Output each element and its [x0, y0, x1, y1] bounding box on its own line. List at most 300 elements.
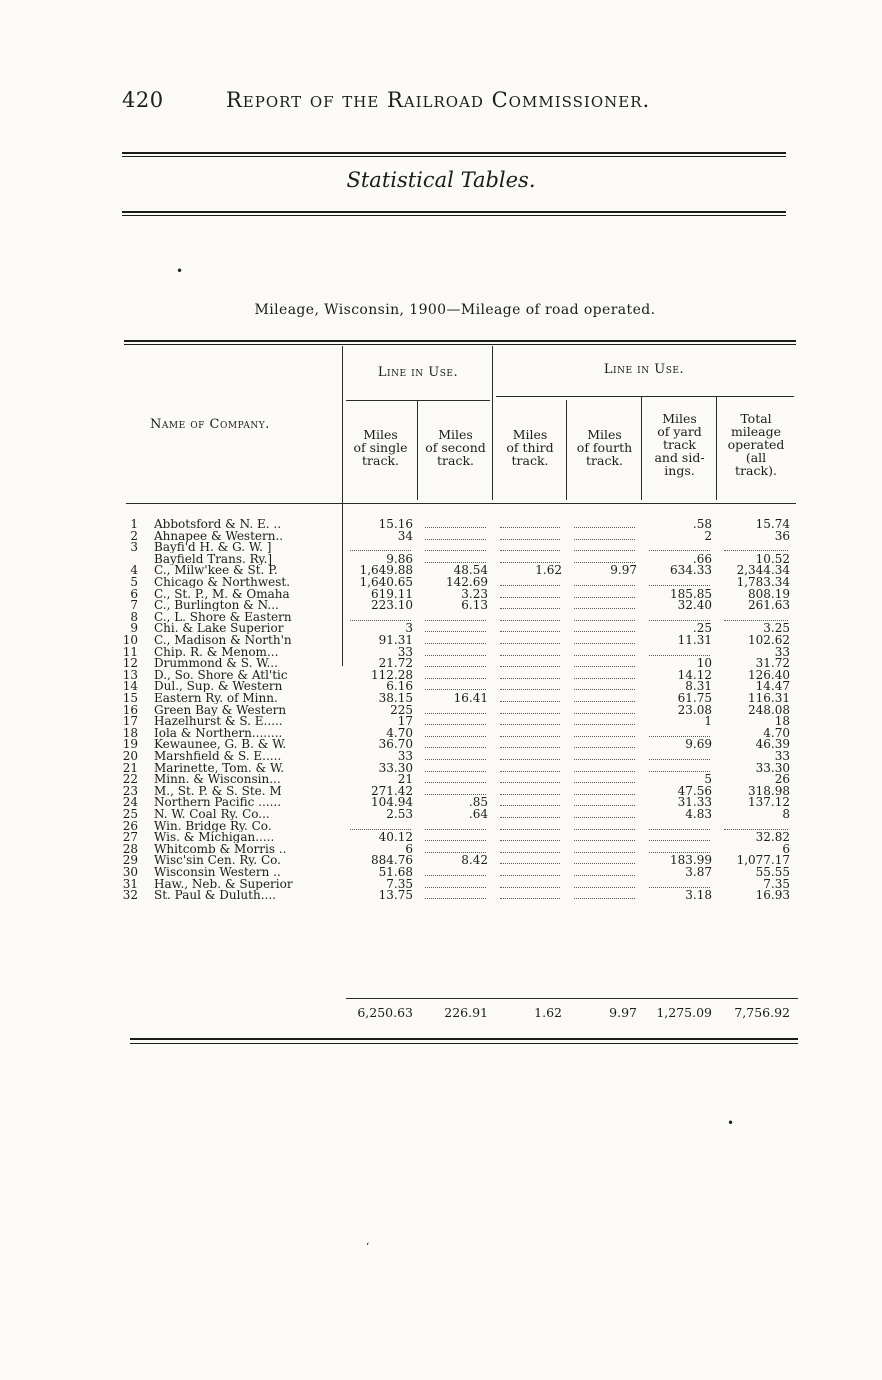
mileage-cell: 5 — [704, 772, 712, 787]
mileage-cell: 38.15 — [378, 691, 413, 705]
total-cell: 9.97 — [609, 1005, 637, 1020]
company-name: Drummond & S. W... — [154, 657, 278, 670]
column-header-4 — [568, 428, 641, 467]
ink-speck: • — [727, 1116, 735, 1130]
row-number: 9 — [130, 621, 138, 636]
mileage-cell: 2,344.34 — [736, 563, 790, 578]
empty-cell-leader — [425, 843, 486, 853]
mileage-cell: 6 — [782, 841, 790, 856]
company-name: Chicago & Northwest. — [154, 576, 291, 588]
mileage-cell: 61.75 — [677, 691, 712, 705]
mileage-cell: 126.40 — [748, 667, 790, 682]
mileage-cell: 3 — [405, 621, 413, 636]
empty-cell-leader — [425, 541, 486, 551]
empty-cell-leader — [500, 820, 560, 830]
row-number: 17 — [122, 714, 138, 729]
mileage-cell: 116.31 — [748, 691, 790, 705]
company-name: Wisc'sin Cen. Ry. Co. — [154, 854, 281, 867]
mileage-cell: 33 — [397, 644, 413, 659]
column-header-line: of single — [353, 440, 408, 455]
company-name: Green Bay & Western — [154, 703, 287, 716]
row-number: 31 — [122, 876, 138, 891]
empty-cell-leader — [500, 866, 560, 876]
mileage-cell: 15.16 — [378, 517, 413, 531]
empty-cell-leader — [649, 843, 710, 853]
group-header-line-in-use-2: Line in Use. — [603, 362, 685, 377]
mileage-cell: 15.74 — [755, 517, 790, 531]
empty-cell-leader — [574, 692, 635, 702]
table-row — [0, 692, 882, 704]
column-header-5 — [643, 412, 716, 477]
empty-cell-leader — [574, 785, 635, 795]
mileage-cell: 13.75 — [378, 888, 413, 903]
vline-fourth-yard — [641, 396, 642, 500]
row-number: 27 — [122, 830, 138, 845]
empty-cell-leader — [425, 866, 486, 876]
mileage-cell: 33 — [397, 749, 413, 763]
mileage-cell: 47.56 — [677, 783, 712, 798]
ink-speck: • — [176, 264, 184, 278]
empty-cell-leader — [574, 553, 635, 563]
empty-cell-leader — [500, 796, 560, 806]
row-number: 3 — [130, 540, 138, 555]
mileage-cell: .66 — [692, 551, 712, 566]
mileage-cell: 26 — [774, 772, 790, 787]
empty-cell-leader — [574, 611, 635, 621]
empty-cell-leader — [574, 750, 635, 760]
empty-cell-leader — [425, 680, 486, 690]
mileage-cell: .58 — [692, 517, 712, 531]
column-header-line: Miles — [363, 427, 398, 442]
empty-cell-leader — [425, 785, 486, 795]
row-number: 14 — [122, 679, 138, 694]
empty-cell-leader — [500, 738, 560, 748]
mileage-cell: 8.31 — [685, 679, 712, 694]
empty-cell-leader — [350, 541, 411, 551]
row-number: 22 — [122, 772, 138, 787]
section-title: Statistical Tables. — [346, 168, 536, 192]
company-name: N. W. Coal Ry. Co... — [154, 808, 270, 820]
table-bottom-rule — [130, 1038, 798, 1040]
empty-cell-leader — [574, 762, 635, 772]
mileage-cell: 185.85 — [670, 586, 712, 601]
mileage-cell: 1 — [704, 714, 712, 729]
empty-cell-leader — [574, 588, 635, 598]
column-header-line: Miles — [438, 427, 473, 442]
empty-cell-leader — [350, 820, 411, 830]
row-number: 23 — [122, 783, 138, 798]
empty-cell-leader — [500, 727, 560, 737]
mileage-cell: 33.30 — [755, 760, 790, 775]
mileage-cell: 34 — [397, 528, 413, 543]
row-number: 30 — [122, 865, 138, 879]
mileage-cell: .25 — [692, 621, 712, 636]
empty-cell-leader — [574, 704, 635, 714]
column-header-line: track). — [735, 463, 777, 478]
empty-cell-leader — [425, 889, 486, 899]
empty-cell-leader — [574, 727, 635, 737]
company-name: Ahnapee & Western.. — [154, 529, 284, 542]
empty-cell-leader — [574, 738, 635, 748]
company-name: Minn. & Wisconsin... — [154, 773, 281, 786]
table-row — [0, 808, 882, 820]
row-number: 21 — [122, 760, 138, 775]
mileage-cell: 6 — [405, 841, 413, 856]
vline-third-fourth — [566, 400, 567, 500]
mileage-cell: 3.25 — [763, 621, 790, 636]
table-row — [0, 518, 882, 530]
empty-cell-leader — [500, 692, 560, 702]
total-cell: 1.62 — [534, 1005, 562, 1020]
column-header-line: Miles — [512, 427, 548, 442]
column-header-line: Miles — [587, 427, 622, 442]
empty-cell-leader — [500, 808, 560, 818]
totals-top-rule — [346, 998, 798, 999]
empty-cell-leader — [425, 704, 486, 714]
mileage-cell: .64 — [468, 807, 488, 821]
empty-cell-leader — [574, 680, 635, 690]
empty-cell-leader — [500, 611, 560, 621]
empty-cell-leader — [649, 820, 710, 830]
empty-cell-leader — [649, 878, 710, 888]
mileage-cell: 4.70 — [763, 725, 790, 740]
company-name: C., L. Shore & Eastern — [154, 610, 292, 623]
empty-cell-leader — [425, 820, 486, 830]
empty-cell-leader — [425, 530, 486, 540]
header-bottom-rule — [126, 503, 796, 504]
empty-cell-leader — [574, 854, 635, 864]
company-name: Hazelhurst & S. E..... — [154, 715, 283, 728]
mileage-cell: 8 — [782, 807, 790, 821]
table-row — [0, 750, 882, 762]
column-header-line: of second — [425, 440, 486, 455]
mileage-cell: 33.30 — [378, 760, 413, 775]
mileage-cell: 46.39 — [755, 737, 790, 752]
empty-cell-leader — [649, 727, 710, 737]
row-number: 8 — [130, 609, 138, 624]
mileage-cell: 32.82 — [755, 830, 790, 845]
column-header-6 — [718, 412, 794, 477]
column-header-line: track. — [362, 453, 399, 468]
row-number: 15 — [122, 691, 138, 705]
empty-cell-leader — [425, 738, 486, 748]
mileage-cell: 142.69 — [446, 575, 488, 589]
table-row — [0, 866, 882, 878]
mileage-cell: 112.28 — [371, 667, 413, 682]
empty-cell-leader — [425, 727, 486, 737]
mileage-cell: 14.12 — [677, 667, 712, 682]
mileage-cell: 9.97 — [610, 563, 637, 578]
mileage-cell: 11.31 — [677, 633, 712, 647]
empty-cell-leader — [574, 715, 635, 725]
total-cell: 7,756.92 — [734, 1005, 790, 1020]
mileage-cell: 21.72 — [378, 656, 413, 671]
mileage-cell: 1,077.17 — [736, 853, 790, 868]
mileage-cell: 3.23 — [461, 586, 488, 601]
mileage-cell: 137.12 — [748, 795, 790, 810]
page-number: 420 — [122, 88, 164, 112]
empty-cell-leader — [500, 785, 560, 795]
row-number: 28 — [122, 841, 138, 856]
company-name: Kewaunee, G. B. & W. — [154, 738, 287, 751]
empty-cell-leader — [425, 646, 486, 656]
empty-cell-leader — [500, 854, 560, 864]
empty-cell-leader — [574, 796, 635, 806]
empty-cell-leader — [425, 715, 486, 725]
empty-cell-leader — [649, 750, 710, 760]
mileage-cell: 3.18 — [685, 888, 712, 903]
company-name: Wisconsin Western .. — [154, 866, 281, 878]
table-caption: Mileage, Wisconsin, 1900—Mileage of road operated. — [254, 302, 656, 318]
mileage-cell: 3.87 — [685, 865, 712, 879]
row-number: 16 — [122, 702, 138, 717]
empty-cell-leader — [574, 878, 635, 888]
empty-cell-leader — [500, 518, 560, 528]
mileage-cell: 1,783.34 — [736, 575, 790, 589]
empty-cell-leader — [649, 576, 710, 586]
group-header-line-in-use-1: Line in Use. — [377, 365, 459, 380]
row-number: 12 — [122, 656, 138, 671]
company-name: Northern Pacific ...... — [154, 796, 282, 809]
header-rule-top — [122, 152, 786, 154]
empty-cell-leader — [500, 878, 560, 888]
company-name: Chi. & Lake Superior — [154, 622, 284, 635]
row-number: 19 — [122, 737, 138, 752]
mileage-cell: 619.11 — [371, 586, 413, 601]
company-name: C., St. P., M. & Omaha — [154, 587, 290, 600]
column-header-1 — [344, 428, 417, 467]
empty-cell-leader — [574, 866, 635, 876]
table-row — [0, 889, 882, 901]
column-header-line: of yard — [657, 424, 702, 439]
mileage-cell: 48.54 — [453, 563, 488, 578]
table-row — [0, 576, 882, 588]
column-header-line: track. — [511, 453, 549, 468]
row-number: 4 — [130, 563, 138, 578]
column-header-line: track. — [437, 453, 474, 468]
mileage-cell: 10.52 — [755, 551, 790, 566]
mileage-cell: 2.53 — [386, 807, 413, 821]
mileage-cell: 51.68 — [378, 865, 413, 879]
group-underline-1 — [346, 400, 490, 401]
empty-cell-leader — [500, 588, 560, 598]
mileage-cell: 9.69 — [685, 737, 712, 752]
empty-cell-leader — [500, 762, 560, 772]
row-number: 11 — [122, 644, 138, 659]
empty-cell-leader — [574, 808, 635, 818]
mileage-cell: 7.35 — [763, 876, 790, 891]
mileage-cell: 23.08 — [677, 702, 712, 717]
row-number: 10 — [122, 633, 138, 647]
empty-cell-leader — [425, 553, 486, 563]
company-name: Abbotsford & N. E. .. — [154, 518, 282, 530]
company-name: D., So. Shore & Atl'tic — [154, 668, 288, 681]
group-underline-2 — [496, 396, 794, 397]
empty-cell-leader — [574, 820, 635, 830]
empty-cell-leader — [500, 541, 560, 551]
mileage-cell: 21 — [397, 772, 413, 787]
empty-cell-leader — [574, 657, 635, 667]
empty-cell-leader — [425, 611, 486, 621]
column-header-3 — [494, 428, 566, 467]
mileage-cell: 31.72 — [755, 656, 790, 671]
company-name: M., St. P. & S. Ste. M — [154, 784, 282, 797]
vline-yard-total — [716, 396, 717, 500]
company-name: Eastern Ry. of Minn. — [154, 692, 278, 704]
row-number: 29 — [122, 853, 138, 868]
mileage-cell: 8.42 — [461, 853, 488, 868]
empty-cell-leader — [500, 715, 560, 725]
row-number: 5 — [130, 575, 138, 589]
company-name: Marinette, Tom. & W. — [154, 761, 285, 774]
empty-cell-leader — [500, 750, 560, 760]
empty-cell-leader — [500, 773, 560, 783]
mileage-cell: 91.31 — [378, 633, 413, 647]
row-number: 18 — [122, 725, 138, 740]
company-name: Iola & Northern........ — [154, 726, 283, 739]
empty-cell-leader — [574, 646, 635, 656]
column-header-line: Total — [740, 411, 772, 426]
mileage-cell: 10 — [696, 656, 712, 671]
table-top-rule-thin — [124, 344, 796, 345]
column-header-2 — [419, 428, 492, 467]
mileage-cell: 9.86 — [386, 551, 413, 566]
column-header-line: track. — [586, 453, 623, 468]
empty-cell-leader — [500, 704, 560, 714]
mileage-cell: 32.40 — [677, 598, 712, 613]
row-number: 7 — [130, 598, 138, 613]
company-name: Marshfield & S. E..... — [154, 750, 282, 762]
empty-cell-leader — [574, 622, 635, 632]
mileage-cell: 6.16 — [386, 679, 413, 694]
column-header-line: (all — [745, 450, 767, 465]
column-header-line: Miles — [662, 411, 697, 426]
empty-cell-leader — [425, 750, 486, 760]
empty-cell-leader — [649, 762, 710, 772]
empty-cell-leader — [724, 541, 788, 551]
empty-cell-leader — [724, 820, 788, 830]
mileage-cell: 33 — [774, 644, 790, 659]
mileage-cell: 36 — [774, 528, 790, 543]
table-top-rule — [124, 340, 796, 342]
mileage-cell: 31.33 — [677, 795, 712, 810]
column-header-line: of fourth — [576, 440, 633, 455]
company-name: Haw., Neb. & Superior — [154, 877, 293, 890]
total-cell: 226.91 — [444, 1005, 488, 1020]
mileage-cell: 4.70 — [386, 725, 413, 740]
mileage-cell: 2 — [704, 528, 712, 543]
empty-cell-leader — [425, 634, 486, 644]
company-name: Whitcomb & Morris .. — [154, 842, 287, 855]
total-cell: 1,275.09 — [656, 1005, 712, 1020]
empty-cell-leader — [425, 669, 486, 679]
row-number: 24 — [122, 795, 138, 810]
empty-cell-leader — [425, 518, 486, 528]
empty-cell-leader — [574, 530, 635, 540]
empty-cell-leader — [425, 622, 486, 632]
row-number: 6 — [130, 586, 138, 601]
table-row — [0, 541, 882, 553]
empty-cell-leader — [574, 518, 635, 528]
mileage-cell: 102.62 — [748, 633, 790, 647]
row-number: 2 — [130, 528, 138, 543]
section-rule-thin — [122, 215, 786, 216]
company-name: C., Milw'kee & St. P. — [154, 564, 278, 577]
mileage-cell: 33 — [774, 749, 790, 763]
company-name: Win. Bridge Ry. Co. — [154, 819, 272, 832]
empty-cell-leader — [574, 843, 635, 853]
mileage-cell: 1,649.88 — [359, 563, 413, 578]
mileage-cell: 271.42 — [371, 783, 413, 798]
mileage-cell: 1,640.65 — [359, 575, 413, 589]
empty-cell-leader — [500, 657, 560, 667]
ink-speck: ‘ — [366, 1242, 370, 1253]
mileage-cell: 7.35 — [386, 876, 413, 891]
company-name: C., Madison & North'n — [154, 634, 292, 646]
company-name: C., Burlington & N... — [154, 599, 279, 612]
empty-cell-leader — [500, 634, 560, 644]
company-name: Chip. R. & Menom... — [154, 645, 279, 658]
mileage-cell: 1.62 — [535, 563, 562, 578]
empty-cell-leader — [649, 611, 710, 621]
empty-cell-leader — [500, 831, 560, 841]
company-name: Dul., Sup. & Western — [154, 680, 283, 693]
company-name: Bayfi'd H. & G. W. ] — [154, 541, 272, 554]
mileage-cell: 223.10 — [371, 598, 413, 613]
empty-cell-leader — [425, 878, 486, 888]
column-header-line: track — [662, 437, 697, 452]
empty-cell-leader — [574, 889, 635, 899]
header-rule-top-thin — [122, 156, 786, 157]
empty-cell-leader — [425, 762, 486, 772]
mileage-cell: 17 — [397, 714, 413, 729]
row-number: 32 — [122, 888, 138, 903]
section-rule — [122, 211, 786, 213]
mileage-cell: 40.12 — [378, 830, 413, 845]
empty-cell-leader — [500, 622, 560, 632]
mileage-cell: 248.08 — [748, 702, 790, 717]
mileage-cell: 16.93 — [755, 888, 790, 903]
mileage-cell: 808.19 — [748, 586, 790, 601]
mileage-cell: 104.94 — [371, 795, 413, 810]
mileage-cell: 4.83 — [685, 807, 712, 821]
mileage-cell: 261.63 — [748, 598, 790, 613]
empty-cell-leader — [500, 576, 560, 586]
empty-cell-leader — [425, 657, 486, 667]
empty-cell-leader — [574, 669, 635, 679]
empty-cell-leader — [500, 680, 560, 690]
column-header-line: mileage — [730, 424, 782, 439]
mileage-cell: 18 — [774, 714, 790, 729]
empty-cell-leader — [500, 599, 560, 609]
company-name: Wis. & Michigan..... — [154, 831, 275, 844]
running-title: Report of the Railroad Commissioner. — [226, 88, 651, 112]
empty-cell-leader — [500, 843, 560, 853]
empty-cell-leader — [649, 541, 710, 551]
mileage-cell: 36.70 — [378, 737, 413, 752]
empty-cell-leader — [574, 773, 635, 783]
empty-cell-leader — [724, 611, 788, 621]
empty-cell-leader — [500, 646, 560, 656]
empty-cell-leader — [649, 831, 710, 841]
table-row — [0, 634, 882, 646]
empty-cell-leader — [574, 541, 635, 551]
empty-cell-leader — [500, 530, 560, 540]
column-header-line: ings. — [664, 463, 695, 478]
company-name: Bayfield Trans. Ry.] — [154, 552, 273, 565]
mileage-cell: .85 — [468, 795, 488, 810]
vline-single-second — [417, 400, 418, 500]
